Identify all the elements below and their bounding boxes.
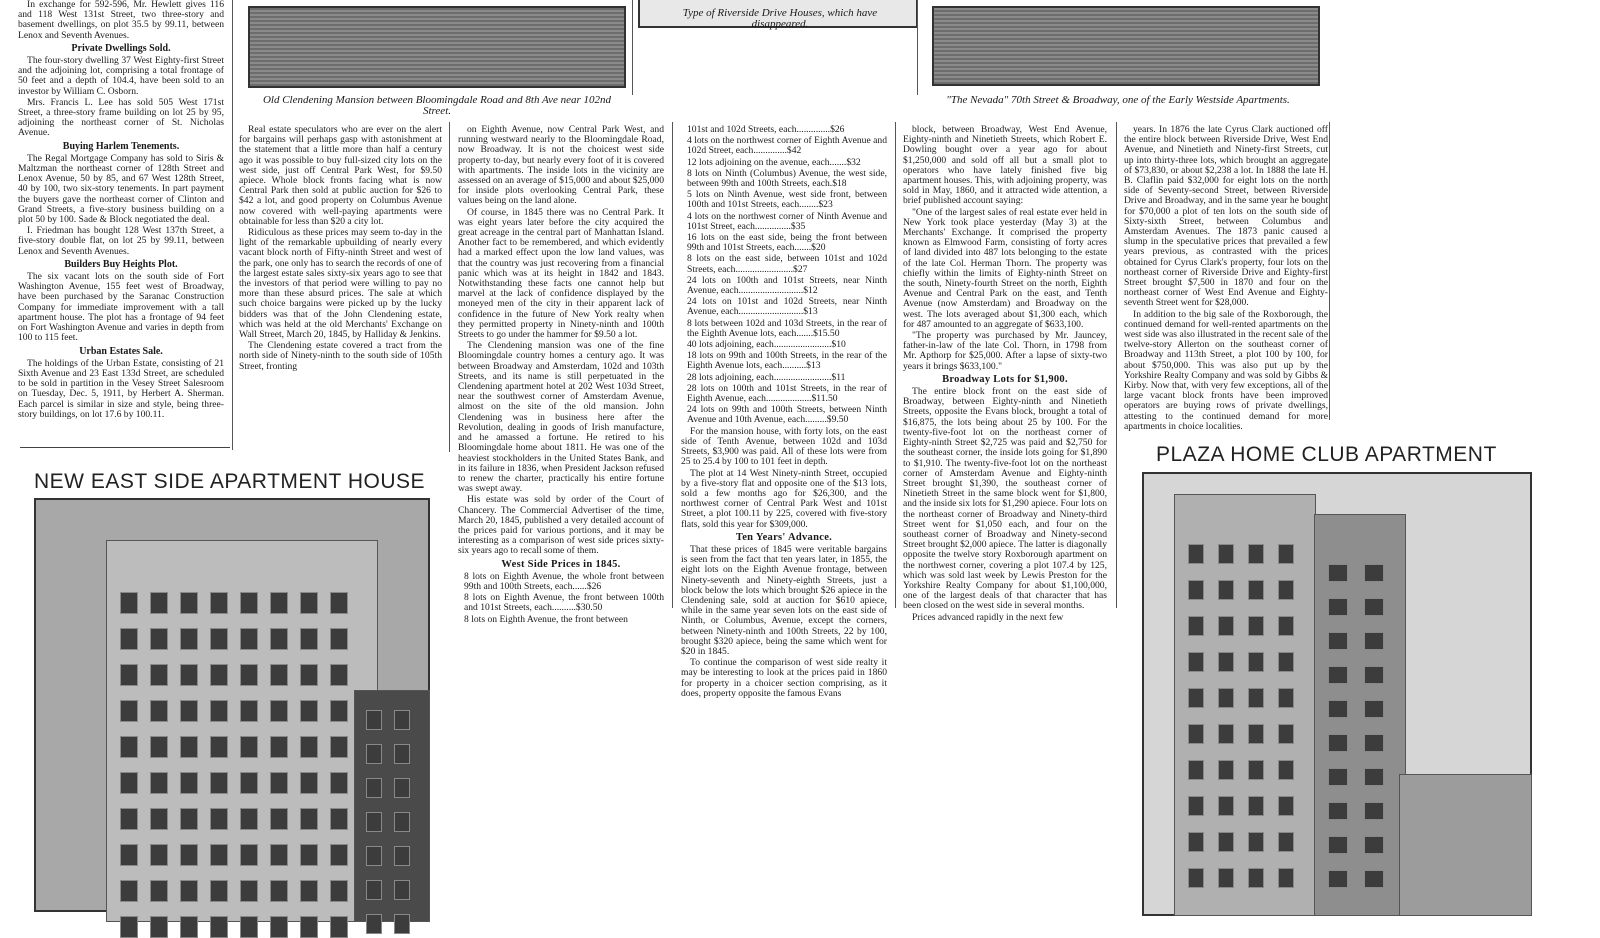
window-pane (1364, 802, 1384, 820)
window-pane (394, 880, 410, 900)
paragraph: "One of the largest sales of real estate ever held in New York took place yesterday (May 3) at the Merchants' Exchange. It comprised the property known as Elmwood Farm, consisting of forty acres of land divided into 487 lots belonging to the estate of the late Col. Herman Thorn. The property was chiefly within the limits of Eighty-ninth Street on the south, Ninety-fourth Street on the north, Eighth Avenue and Central Park on the east, and Tenth Avenue (now Amsterdam) and Broadway on the west. The lots averaged about $1,300 each, which for 487 amounted to an aggregate of $633,100. (903, 206, 1107, 330)
subhead-urban: Urban Estates Sale. (79, 345, 163, 357)
column-rule (917, 0, 918, 95)
paragraph: Ridiculous as these prices may seem to-day in the light of the remarkable upbuilding of nearly every vacant block north of Fifty-ninth Street and west of the park, one only has to search the records of one of the largest estate sales sixty-six years ago to see that the investors of that period were willing to pay no more than these absurd prices. The sale at which such choice bargains were picked up by the lucky bidders was that of the John Clendening estate, which was held at the old Merchants' Exchange on Wall Street, March 20, 1845, by Halliday & Jenkins. (239, 227, 442, 341)
window-pane (150, 844, 168, 866)
window-pane (240, 916, 258, 938)
nevada-caption: "The Nevada" 70th Street & Broadway, one of the Early Westside Apartments. (946, 94, 1290, 106)
window-pane (180, 700, 198, 722)
paragraph: Real estate speculators who are ever on the alert for bargains will perhaps gasp with astonishment at the statement that a little more than half a century ago it was possible to buy full-sized city lots on the west side, just off Central Park West, for $9.50 apiece. Whole block fronts facing what is now Central Park then sold at public auction for $26 to $42 a lot, and good property on Columbus Avenue now covered with well-paying apartments were obtainable for less than $20 a city lot. (239, 124, 442, 227)
paragraph: To continue the comparison of west side realty it may be interesting to look at the prices paid in 1860 for property in a choicer section comprising, as it does, property opposite the famous Evans (681, 657, 887, 699)
column-rule (232, 0, 233, 450)
window-pane (120, 736, 138, 758)
column-rule (895, 122, 896, 608)
paragraph: block, between Broadway, West End Avenue, Eighty-ninth and Ninetieth Streets, which Robert E. Dowling bought over a year ago for about $1,250,000 and sold off all but a small plot to operators who have lately finished five big apartment houses. This, with adjoining property, was sold in May, 1860, and it attracted wide attention, a brief published account saying: (903, 124, 1107, 207)
window-pane (240, 736, 258, 758)
window-pane (300, 916, 318, 938)
window-pane (300, 628, 318, 650)
window-pane (1328, 666, 1348, 684)
window-pane (240, 592, 258, 614)
window-pane (270, 628, 288, 650)
window-pane (394, 846, 410, 866)
price-line: 28 lots adjoining, each........................$11 (687, 371, 846, 383)
window-pane (1218, 544, 1234, 564)
window-pane (240, 700, 258, 722)
window-pane (180, 772, 198, 794)
window-pane (150, 916, 168, 938)
article-column-2 (458, 124, 664, 625)
paragraph: That these prices of 1845 were veritable bargains is seen from the fact that ten years later, in 1855, the eight lots on the Eighth Avenue frontage, between Ninety-seventh and Ninety-eighth Streets, just a block below the lots which brought $26 apiece in the Clendening sale, sold at auction for $610 apiece, while in the same year seven lots on the east side of Ninth, or Columbus, Avenue, except the corners, between Ninety-ninth and 100th Streets, 22 by 100, brought $320 apiece, being the same which went for $20 in 1845. (681, 543, 887, 657)
window-pane (270, 916, 288, 938)
window-pane (366, 880, 382, 900)
window-pane (120, 700, 138, 722)
window-pane (240, 844, 258, 866)
window-pane (1278, 688, 1294, 708)
paragraph: The Clendening estate covered a tract from the north side of Ninety-ninth to the south side of 105th Street, fronting (239, 340, 442, 372)
window-pane (1188, 688, 1204, 708)
window-pane (270, 772, 288, 794)
window-pane (180, 844, 198, 866)
window-pane (1188, 652, 1204, 672)
window-pane (1248, 760, 1264, 780)
window-pane (366, 778, 382, 798)
paragraph: For the mansion house, with forty lots, on the east side of Tenth Avenue, between 102d and 103d Streets, $3,900 was paid. All of these lots were from 25 to 25.4 by 100 to 101 feet in depth. (681, 425, 887, 468)
paragraph: Of course, in 1845 there was no Central Park. It was eight years later before the city acquired the great acreage in the central part of Manhattan Island. Another fact to be remembered, and which evidently had a marked effect upon the low land values, was that the country was just recovering from a financial panic which was at its height in 1842 and 1843. Notwithstanding these facts one cannot help but marvel at the lack of confidence displayed by the moneyed men of the city in their apparent lack of confidence in the future of New York realty when they permitted property in Ninety-ninth and 100th Streets to go under the hammer for $9.50 a lot. (458, 206, 664, 341)
east-side-apartment-photo (34, 498, 430, 912)
subhead-broadway-lots: Broadway Lots for $1,900. (942, 373, 1068, 385)
subhead-private-dwellings: Private Dwellings Sold. (71, 42, 171, 54)
plaza-title: PLAZA HOME CLUB APARTMENT (1156, 443, 1497, 466)
window-pane (330, 772, 348, 794)
price-line: 8 lots on Eighth Avenue, the whole front between 99th and 100th Streets, each......$26 (464, 570, 664, 592)
price-line: 4 lots on the northwest corner of Ninth Avenue and 101st Street, each...............$35 (687, 210, 887, 232)
window-pane (210, 808, 228, 830)
window-pane (210, 592, 228, 614)
window-pane (1328, 734, 1348, 752)
paragraph: The Regal Mortgage Company has sold to Siris & Maltzman the northeast corner of 128th Street and Lenox Avenue, 50 by 85, and 67 West 128th Street, 40 by 100, two six-story tenements. In part payment the buyers gave the northeast corner of Clinton and Grand Streets, a five-story business building on a plot 50 by 100. Sade & Block negotiated the deal. (18, 152, 224, 226)
window-pane (120, 808, 138, 830)
left-column (18, 0, 224, 444)
price-line: 24 lots on 99th and 100th Streets, between Ninth Avenue and 10th Avenue, each.........$9.50 (687, 404, 887, 426)
window-pane (1218, 652, 1234, 672)
price-line: 8 lots between 102d and 103d Streets, in the rear of the Eighth Avenue lots, each.......$15.50 (687, 317, 887, 339)
window-pane (1364, 564, 1384, 582)
window-pane (1248, 580, 1264, 600)
window-pane (330, 628, 348, 650)
window-pane (300, 880, 318, 902)
window-pane (1364, 598, 1384, 616)
window-pane (1188, 616, 1204, 636)
window-pane (210, 916, 228, 938)
window-pane (1278, 544, 1294, 564)
window-pane (1188, 544, 1204, 564)
window-pane (1364, 700, 1384, 718)
paragraph: "The property was purchased by Mr. Jauncey, father-in-law of the late Col. Thorn, in 1798 from Mr. Apthorp for $25,000. After a lapse of sixty-two years it brings $633,100." (903, 330, 1107, 372)
mansion-photo (248, 6, 626, 88)
paragraph: Prices advanced rapidly in the next few (912, 611, 1064, 623)
column-rule (632, 0, 633, 95)
window-pane (270, 808, 288, 830)
window-pane (330, 808, 348, 830)
price-line: 8 lots on Eighth Avenue, the front between 100th and 101st Streets, each..........$30.50 (464, 592, 664, 614)
window-pane (210, 844, 228, 866)
window-pane (150, 628, 168, 650)
window-pane (394, 778, 410, 798)
mansion-caption: Old Clendening Mansion between Bloomingdale Road and 8th Ave near 102nd Street. (262, 94, 612, 117)
window-pane (1278, 652, 1294, 672)
window-pane (394, 744, 410, 764)
window-pane (1278, 616, 1294, 636)
paragraph: I. Friedman has bought 128 West 137th Street, a five-story double flat, on lot 25 by 99.11, between Lenox and Seventh Avenues. (18, 225, 224, 257)
window-pane (1328, 836, 1348, 854)
section-rule (20, 447, 230, 448)
window-pane (210, 700, 228, 722)
paragraph: His estate was sold by order of the Court of Chancery. The Commercial Advertiser of the time, March 20, 1845, published a very detailed account of the prices paid for various portions, and it may be interesting as a comparison of west side prices sixty-six years ago to recall some of them. (458, 494, 664, 557)
window-pane (1188, 868, 1204, 888)
window-pane (1328, 564, 1348, 582)
window-pane (366, 710, 382, 730)
subhead-harlem: Buying Harlem Tenements. (62, 140, 180, 152)
window-pane (180, 880, 198, 902)
window-pane (1218, 688, 1234, 708)
window-pane (210, 664, 228, 686)
price-line: 4 lots on the northwest corner of Eighth Avenue and 102d Street, each..............$42 (687, 135, 887, 157)
window-pane (210, 880, 228, 902)
article-column-5 (1124, 124, 1328, 432)
window-pane (1364, 870, 1384, 888)
window-pane (270, 664, 288, 686)
window-pane (300, 700, 318, 722)
window-pane (330, 916, 348, 938)
window-pane (150, 880, 168, 902)
paragraph: In addition to the big sale of the Roxborough, the continued demand for well-rented apartments on the west side was also illustrated in the recent sale of the twelve-story Allerton on the southeast corner of Broadway and 113th Street, a plot 100 by 100, for about $750,000. This was also put up by the Yorkshire Realty Company and was sold by Gibbs & Kirby. Now that, with very few exceptions, all of the large vacant block fronts have been improved operators are buying rows of private dwellings, attesting to the continued demand for more apartments in choice localities. (1124, 308, 1328, 432)
paragraph: on Eighth Avenue, now Central Park West, and running westward nearly to the Bloomingdale Road, now Broadway. It is not the choicest west side property to-day, but nearly every foot of it is covered with apartments. The inside lots in the vicinity are assessed on an average of $15,000 and about $25,000 for inside plots overlooking Central Park, these values being on the land alone. (458, 124, 664, 207)
window-pane (1278, 724, 1294, 744)
window-pane (1364, 632, 1384, 650)
window-pane (120, 628, 138, 650)
paragraph: years. In 1876 the late Cyrus Clark auctioned off the entire block between Riverside Drive, West End Avenue, and Ninetieth and Ninety-first Streets, cut up into thirty-three lots, which brought an aggregate of $73,830, or about $2,238 a lot. In 1888 the late H. B. Claflin paid $32,000 for eight lots on the north side of Seventy-second Street, between Riverside Drive and Broadway, and in the same year he bought for $70,000 a plot of ten lots on the south side of Sixty-sixth Street, between Columbus and Amsterdam Avenues. The 1873 panic caused a slump in the speculative prices that prevailed a few years previous, as contrasted with the prices obtained for Cyrus Clark's property, four lots on the northeast corner of Riverside Drive and Eighty-first Street brought $7,500 in 1870 and four on the northeast corner of West End Avenue and Eighty-seventh Street went for $28,000. (1124, 124, 1328, 309)
window-pane (120, 844, 138, 866)
window-pane (394, 710, 410, 730)
window-pane (1188, 724, 1204, 744)
window-pane (300, 664, 318, 686)
window-pane (300, 844, 318, 866)
window-pane (240, 808, 258, 830)
window-pane (270, 844, 288, 866)
window-pane (240, 772, 258, 794)
paragraph: In exchange for 592-596, Mr. Hewlett gives 116 and 118 West 131st Street, two three-story and basement dwellings, on plot 35.5 by 99.11, between Lenox and Seventh Avenues. (18, 0, 224, 41)
window-pane (150, 700, 168, 722)
paragraph: The six vacant lots on the south side of Fort Washington Avenue, 155 feet west of Broadway, have been purchased by the Saranac Construction Company for immediate improvement with a tall apartment house. The plot has a frontage of 94 feet on Fort Washington Avenue and varies in depth from 100 to 115 feet. (18, 271, 224, 344)
subhead-ten-years: Ten Years' Advance. (735, 531, 833, 543)
article-column-4 (903, 124, 1107, 623)
low-building (1399, 774, 1532, 916)
paragraph: The holdings of the Urban Estate, consisting of 21 Sixth Avenue and 23 East 133d Street, are scheduled to be sold in partition in the Vesey Street Salesroom on Tuesday, Dec. 5, 1911, by Herbert A. Sherman. Each parcel is similar in size and style, being three-story buildings, on lot 17.6 by 100.11. (18, 357, 224, 420)
window-pane (1328, 700, 1348, 718)
window-pane (1364, 666, 1384, 684)
window-pane (210, 736, 228, 758)
window-pane (300, 736, 318, 758)
window-pane (1328, 632, 1348, 650)
window-pane (270, 880, 288, 902)
window-pane (1278, 868, 1294, 888)
window-pane (1248, 688, 1264, 708)
window-pane (1248, 652, 1264, 672)
price-line: 28 lots on 100th and 101st Streets, in the rear of Eighth Avenue, each...................$11.50 (687, 382, 887, 405)
window-pane (1218, 868, 1234, 888)
paragraph: The four-story dwelling 37 West Eighty-first Street and the adjoining lot, comprising a total frontage of 50 feet and a depth of 104.4, have been sold to an investor by William C. Osborn. (18, 55, 224, 97)
column-rule (1329, 122, 1330, 420)
window-pane (1248, 832, 1264, 852)
window-pane (1248, 544, 1264, 564)
window-pane (120, 592, 138, 614)
window-pane (1188, 796, 1204, 816)
window-pane (330, 664, 348, 686)
window-pane (1218, 580, 1234, 600)
window-pane (1248, 724, 1264, 744)
window-pane (150, 592, 168, 614)
window-pane (330, 880, 348, 902)
window-pane (150, 772, 168, 794)
paragraph: The entire block front on the east side of Broadway, between Eighty-ninth and Ninetieth Streets, opposite the Evans block, brought a total of $16,875, the lots being about 25 by 100. For the twenty-five-foot lot on the northeast corner of Eighty-ninth Street $2,725 was paid and $2,750 for the southeast corner, the inside lots going for $1,890 to $1,910. The twenty-five-foot lot on the northeast corner of Amsterdam Avenue and Eighty-ninth Street brought $1,390, the southeast corner of Ninetieth Street in the same block went for $1,800, and the inside six lots for $1,290 apiece. Four lots on the northeast corner of Broadway and Ninety-third Street went for $1,050 each, and four on the southeast corner of Broadway and Ninety-second Street brought $2,000 apiece. The latter is diagonally opposite the twelve story Roxborough apartment on the northwest corner, covering a plot 107.4 by 125, which was sold last week by Lewis Preston for the Yorkshire Realty Company for about $1,100,000, one of the largest deals of that character that has been closed on the west side in several months. (903, 386, 1107, 612)
column-rule (1116, 122, 1117, 608)
window-pane (180, 664, 198, 686)
window-pane (366, 812, 382, 832)
column-rule (672, 122, 673, 608)
window-pane (1218, 760, 1234, 780)
window-pane (1328, 802, 1348, 820)
window-pane (1188, 580, 1204, 600)
window-pane (1248, 868, 1264, 888)
window-pane (1278, 796, 1294, 816)
window-pane (150, 664, 168, 686)
window-pane (270, 592, 288, 614)
window-pane (210, 772, 228, 794)
window-pane (394, 914, 410, 934)
window-pane (300, 808, 318, 830)
window-pane (270, 700, 288, 722)
window-pane (150, 736, 168, 758)
nevada-photo (932, 6, 1320, 86)
article-column-3 (681, 124, 887, 699)
price-line: 101st and 102d Streets, each..............$26 (687, 124, 845, 135)
window-pane (1364, 768, 1384, 786)
price-line: 12 lots adjoining on the avenue, each.......$32 (687, 156, 861, 168)
window-pane (120, 664, 138, 686)
window-pane (1218, 832, 1234, 852)
window-pane (1278, 832, 1294, 852)
paragraph: Mrs. Francis L. Lee has sold 505 West 171st Street, a three-story frame building on lot 25 by 95, adjoining the northeast corner of St. Nicholas Avenue. (18, 96, 224, 139)
window-pane (180, 628, 198, 650)
window-pane (120, 916, 138, 938)
window-pane (1248, 796, 1264, 816)
subhead-west-side-prices: West Side Prices in 1845. (501, 558, 621, 570)
window-pane (120, 880, 138, 902)
window-pane (1328, 598, 1348, 616)
window-pane (300, 772, 318, 794)
window-pane (180, 916, 198, 938)
article-column-1 (239, 125, 442, 445)
paragraph: The plot at 14 West Ninety-ninth Street, occupied by a five-story flat and opposite one of the $13 lots, sold a few months ago for $26,300, and the northwest corner of Central Park West and 101st Street, a plot 100.11 by 225, covered with five-story flats, sold this year for $309,000. (681, 467, 887, 530)
window-pane (1218, 616, 1234, 636)
east-side-title: NEW EAST SIDE APARTMENT HOUSE (34, 470, 426, 493)
window-pane (1364, 734, 1384, 752)
paragraph: The Clendening mansion was one of the fine Bloomingdale country homes a century ago. It was between Broadway and Amsterdam, 102d and 103th Streets, and its name is still perpetuated in the Clendening apartment hotel at 202 West 103d Street, near the southwest corner of Amsterdam Avenue, almost on the site of the old mansion. John Clendening was in business here after the Revolution, dealing in goods of Irish manufacture, and he amassed a fortune. He retired to his Bloomingdale home about 1811. He was one of the heaviest stockholders in the United States Bank, and in its failure in 1836, when President Jackson refused to renew the charter, practically his entire fortune was swept away. (458, 340, 664, 495)
price-line: 18 lots on 99th and 100th Streets, in the rear of the Eighth Avenue lots, each..........$13 (687, 350, 887, 372)
window-pane (180, 736, 198, 758)
window-pane (240, 880, 258, 902)
subhead-builders: Builders Buy Heights Plot. (64, 258, 178, 270)
price-line: 16 lots on the east side, being the front between 99th and 101st Streets, each.......$20 (687, 232, 887, 254)
price-line: 8 lots on Ninth (Columbus) Avenue, the west side, between 99th and 100th Streets, each.$18 (687, 167, 887, 190)
window-pane (1278, 760, 1294, 780)
window-pane (1278, 580, 1294, 600)
price-line: 24 lots on 100th and 101st Streets, near Ninth Avenue, each...........................$12 (687, 274, 887, 297)
window-pane (180, 808, 198, 830)
window-pane (366, 914, 382, 934)
riverside-caption: Type of Riverside Drive Houses, which have disappeared. (682, 7, 878, 30)
window-pane (1328, 768, 1348, 786)
window-pane (210, 628, 228, 650)
column-rule (449, 122, 450, 452)
window-pane (330, 844, 348, 866)
window-pane (366, 846, 382, 866)
window-pane (120, 772, 138, 794)
window-pane (1328, 870, 1348, 888)
window-pane (330, 736, 348, 758)
price-line: 8 lots on Eighth Avenue, the front between (464, 613, 628, 625)
window-pane (1188, 760, 1204, 780)
window-pane (1248, 616, 1264, 636)
window-pane (1364, 836, 1384, 854)
window-pane (394, 812, 410, 832)
price-line: 5 lots on Ninth Avenue, west side front, between 100th and 101st Streets, each........$23 (687, 189, 887, 211)
window-pane (300, 592, 318, 614)
window-pane (270, 736, 288, 758)
window-pane (1218, 724, 1234, 744)
plaza-apartment-photo (1142, 472, 1532, 916)
window-pane (240, 664, 258, 686)
price-line: 24 lots on 101st and 102d Streets, near Ninth Avenue, each...........................$13 (687, 296, 887, 318)
window-pane (1218, 796, 1234, 816)
window-pane (330, 592, 348, 614)
window-pane (240, 628, 258, 650)
window-pane (330, 700, 348, 722)
price-line: 8 lots on the east side, between 101st and 102d Streets, each........................$27 (687, 253, 887, 275)
price-line: 40 lots adjoining, each........................$10 (687, 339, 846, 351)
window-pane (366, 744, 382, 764)
window-pane (180, 592, 198, 614)
window-pane (1188, 832, 1204, 852)
window-pane (150, 808, 168, 830)
